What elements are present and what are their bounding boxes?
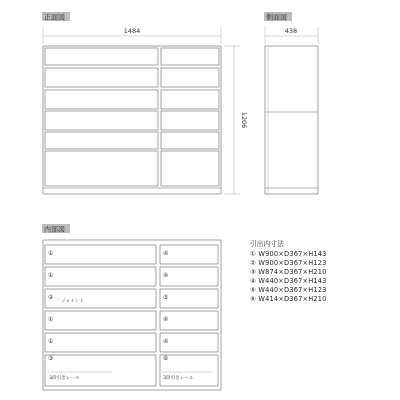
drawer-number-right-3: ⑤ bbox=[163, 294, 169, 301]
interior-drawer-left-6 bbox=[45, 355, 156, 386]
front-height-dimension: 1206 bbox=[240, 111, 248, 129]
interior-drawer-left-2 bbox=[45, 267, 156, 286]
side-cabinet-outline bbox=[265, 46, 318, 194]
front-drawer-right-1 bbox=[161, 48, 219, 65]
spec-item-2: ② W900×D367×H123 bbox=[250, 259, 327, 267]
drawer-number-left-3: ② bbox=[48, 294, 54, 301]
front-view bbox=[42, 12, 248, 194]
drawer-number-right-2: ④ bbox=[163, 272, 169, 279]
front-drawer-right-2 bbox=[161, 68, 219, 87]
front-drawer-left-2 bbox=[45, 68, 158, 87]
side-view-label: 側面図 bbox=[266, 13, 287, 22]
front-drawer-left-6 bbox=[45, 151, 158, 186]
spec-item-6: ⑥ W414×D367×H210 bbox=[250, 295, 327, 303]
front-drawer-left-4 bbox=[45, 111, 158, 130]
interior-drawer-left-5 bbox=[45, 333, 156, 352]
interior-drawer-right-2 bbox=[160, 267, 218, 286]
rail-note-right: 3段引きレール bbox=[163, 376, 194, 381]
drawer-number-right-1: ④ bbox=[163, 250, 169, 257]
spec-item-1: ① W900×D367×H143 bbox=[250, 250, 327, 258]
interior-drawers bbox=[45, 245, 218, 386]
front-drawer-right-5 bbox=[161, 132, 219, 149]
drawer-number-right-5: ④ bbox=[163, 338, 169, 345]
front-drawer-left-5 bbox=[45, 132, 158, 149]
interior-drawer-right-5 bbox=[160, 333, 218, 352]
front-width-dimension: 1484 bbox=[123, 27, 141, 35]
drawer-number-left-1: ① bbox=[48, 250, 54, 257]
spec-title: 引出内寸法 bbox=[250, 240, 284, 248]
front-drawer-left-1 bbox=[45, 48, 158, 65]
spec-item-5: ⑤ W440×D367×H123 bbox=[250, 286, 327, 294]
drawer-number-right-4: ④ bbox=[163, 316, 169, 323]
side-view bbox=[264, 12, 318, 194]
front-view-label: 正面図 bbox=[44, 13, 65, 22]
drawer-number-left-4: ① bbox=[48, 316, 54, 323]
drawer-number-left-2: ① bbox=[48, 272, 54, 279]
drawer-number-left-5: ① bbox=[48, 338, 54, 345]
joint-leader-line bbox=[54, 297, 60, 300]
drawer-number-left-6: ③ bbox=[48, 355, 54, 362]
front-drawer-left-3 bbox=[45, 90, 158, 109]
front-drawer-right-3 bbox=[161, 90, 219, 109]
interior-drawer-right-1 bbox=[160, 245, 218, 264]
rail-note-left: 3段引きレール bbox=[49, 376, 80, 381]
interior-drawer-left-1 bbox=[45, 245, 156, 264]
side-depth-dimension: 438 bbox=[284, 27, 298, 35]
front-drawers bbox=[45, 48, 219, 186]
joint-note: ジョイント bbox=[61, 299, 84, 304]
interior-drawer-right-6 bbox=[160, 355, 218, 386]
interior-view bbox=[42, 224, 221, 390]
drawer-spec-list bbox=[250, 239, 327, 303]
interior-drawer-right-4 bbox=[160, 311, 218, 330]
interior-view-label: 内部図 bbox=[44, 225, 65, 234]
front-drawer-right-4 bbox=[161, 111, 219, 130]
interior-drawer-right-3 bbox=[160, 289, 218, 308]
interior-cabinet-outline bbox=[43, 240, 221, 390]
front-drawer-right-6 bbox=[161, 151, 219, 186]
interior-drawer-left-4 bbox=[45, 311, 156, 330]
spec-item-3: ③ W874×D367×H210 bbox=[250, 268, 327, 276]
spec-item-4: ④ W440×D367×H143 bbox=[250, 277, 327, 285]
drawer-number-right-6: ⑥ bbox=[163, 355, 169, 362]
